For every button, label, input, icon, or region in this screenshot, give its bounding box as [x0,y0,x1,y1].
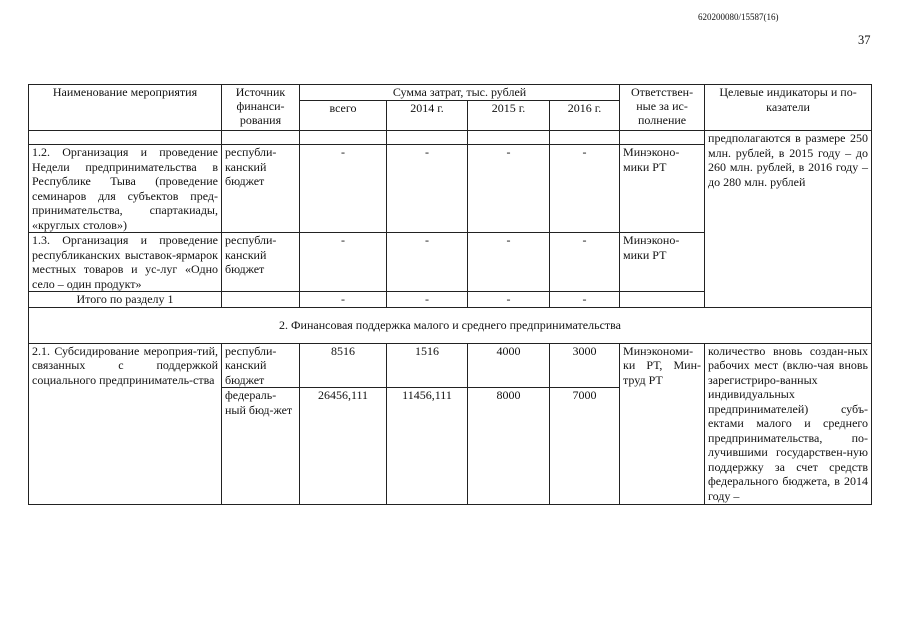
responsible: Минэконо-мики РТ [620,233,705,292]
spacer-cell [222,131,300,145]
cost-2015: 8000 [468,388,550,505]
header-2014: 2014 г. [387,101,468,131]
cost-2014: 11456,111 [387,388,468,505]
funding-source: республи-канский бюджет [222,233,300,292]
cost-total: 26456,111 [300,388,387,505]
cost-2016: - [550,233,620,292]
cost-2014: - [387,233,468,292]
subtotal-source [222,292,300,308]
subtotal-label: Итого по разделу 1 [29,292,222,308]
subtotal-responsible [620,292,705,308]
subtotal-2014: - [387,292,468,308]
header-source: Источник финанси-рования [222,85,300,131]
activity-name: 1.2. Организация и проведение Недели предпринимательства в Республике Тыва (проведение семинаров для субъектов пред-принимательства, спартакиады, «круглых столов») [29,145,222,233]
cost-2015: - [468,233,550,292]
cost-2014: - [387,145,468,233]
spacer-cell [387,131,468,145]
header-2016: 2016 г. [550,101,620,131]
cost-total: - [300,233,387,292]
subtotal-total: - [300,292,387,308]
document-code: 620200080/15587(16) [698,12,779,22]
spacer-cell [468,131,550,145]
header-indicators: Целевые индикаторы и по-казатели [705,85,872,131]
activities-table [28,84,872,505]
spacer-cell [620,131,705,145]
funding-source: республи-канский бюджет [222,343,300,388]
indicator-continued: предполагаются в размере 250 млн. рублей, в 2015 году – до 260 млн. рублей, в 2016 году – до 280 млн. рублей [705,131,872,308]
cost-2015: 4000 [468,343,550,388]
responsible: Минэконо-мики РТ [620,145,705,233]
cost-2014: 1516 [387,343,468,388]
subtotal-2016: - [550,292,620,308]
header-name: Наименование мероприятия [29,85,222,131]
cost-total: - [300,145,387,233]
spacer-cell [29,131,222,145]
indicator: количество вновь создан-ных рабочих мест (вклю-чая вновь зарегистриро-ванных индивидуальных предпринимателей) субъ-ектами малого и среднего предпринимательства, по-лучившими государствен-ную поддержку за счет средств федерального бюджета, в 2014 году – [705,343,872,505]
responsible: Минэкономи-ки РТ, Мин-труд РТ [620,343,705,505]
funding-source: федераль-ный бюд-жет [222,388,300,505]
activity-name: 1.3. Организация и проведение республиканских выставок-ярмарок местных товаров и ус-луг «Одно село – один продукт» [29,233,222,292]
activity-name: 2.1. Субсидирование мероприя-тий, связанных с поддержкой социального предприниматель-ства [29,343,222,505]
table-row [29,343,872,388]
cost-total: 8516 [300,343,387,388]
header-responsible: Ответствен-ные за ис-полнение [620,85,705,131]
section-2-title: 2. Финансовая поддержка малого и среднего предпринимательства [29,307,872,343]
header-2015: 2015 г. [468,101,550,131]
cost-2016: 3000 [550,343,620,388]
cost-2015: - [468,145,550,233]
page-number: 37 [858,33,871,47]
header-total: всего [300,101,387,131]
spacer-cell [550,131,620,145]
cost-2016: - [550,145,620,233]
cost-2016: 7000 [550,388,620,505]
subtotal-2015: - [468,292,550,308]
header-cost-group: Сумма затрат, тыс. рублей [300,85,620,101]
spacer-cell [300,131,387,145]
funding-source: республи-канский бюджет [222,145,300,233]
